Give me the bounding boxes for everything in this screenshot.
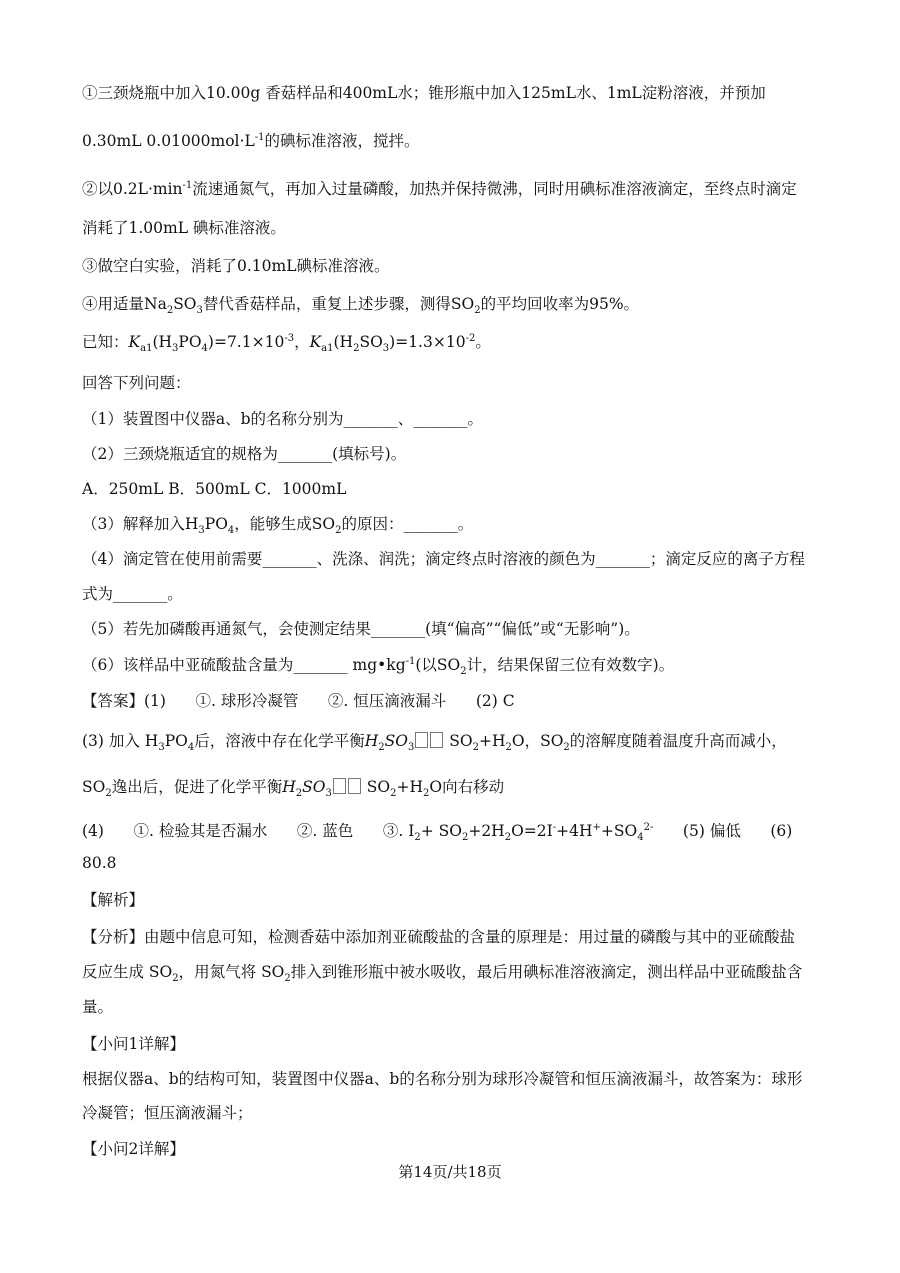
- analysis-line-1: 【分析】由题中信息可知，检测香菇中添加剂亚硫酸盐的含量的原理是：用过量的磷酸与其中的亚硫酸盐: [82, 928, 796, 946]
- analysis-line-2: 反应生成 $SO_2$，用氮气将 $SO_2$排入到锥形瓶中被水吸收，最后用碘标准溶液滴定，测出样品中亚硫酸盐含: [82, 963, 803, 985]
- answer-line-2: (3) 加入 $H_3PO_4$后，溶液中存在化学平衡$H_2SO_3$ $SO_2+H_2O$，$SO_2$的溶解度随着温度升高而减小，: [82, 732, 787, 754]
- subquestion-1-heading: 【小问1详解】: [82, 1035, 185, 1053]
- question-4-line-2: 式为_______。: [82, 585, 183, 603]
- step-1-line-1: ①三颈烧瓶中加入10.00g 香菇样品和400mL水；锥形瓶中加入125mL水、1mL淀粉溶液，并预加: [82, 84, 766, 102]
- equilibrium-arrow-icon: [430, 732, 443, 748]
- step-2-line-1: ②以$0.2L\cdot\min^{-1}$流速通氮气，再加入过量磷酸，加热并保持微沸，同时用碘标准溶液滴定，至终点时滴定: [82, 179, 797, 198]
- questions-intro: 回答下列问题：: [82, 374, 191, 392]
- question-2: （2）三颈烧瓶适宜的规格为_______(填标号)。: [82, 445, 407, 463]
- page-number: 第14页/共18页: [398, 1163, 502, 1181]
- question-1: （1）装置图中仪器a、b的名称分别为_______、_______。: [82, 410, 484, 428]
- step-2-line-2: 消耗了1.00mL 碘标准溶液。: [82, 219, 286, 237]
- analysis-heading: 【解析】: [82, 891, 145, 909]
- equilibrium-arrow-icon: [415, 732, 428, 748]
- answer-line-3: $SO_2$逸出后，促进了化学平衡$H_2SO_3$ $SO_2+H_2O$向右移动: [82, 778, 505, 800]
- question-3: （3）解释加入$H_3PO_4$，能够生成$SO_2$的原因：_______。: [82, 515, 474, 537]
- answer-line-5: 80.8: [82, 854, 117, 872]
- answer-line-1: 【答案】(1) ①. 球形冷凝管 ②. 恒压滴液漏斗 (2) C: [82, 692, 515, 710]
- subquestion-2-heading: 【小问2详解】: [82, 1140, 185, 1158]
- analysis-line-3: 量。: [82, 998, 114, 1016]
- question-4-line-1: （4）滴定管在使用前需要_______、洗涤、润洗；滴定终点时溶液的颜色为_______；滴定反应的离子方程: [82, 550, 805, 568]
- step-1-line-2: 0.30mL $0.01000mol\cdot L^{-1}$的碘标准溶液，搅拌。: [82, 131, 420, 150]
- step-4: ④用适量$Na_2SO_3$替代香菇样品，重复上述步骤，测得$SO_2$的平均回收率为95%。: [82, 295, 640, 317]
- question-5: （5）若先加磷酸再通氮气，会使测定结果_______(填“偏高”“偏低”或“无影响”)。: [82, 620, 640, 638]
- question-2-options: A．250mL B．500mL C．1000mL: [82, 480, 347, 498]
- answer-line-4: (4) ①. 检验其是否漏水 ②. 蓝色 ③. $I_2+ SO_2+2H_2O=2I^-+4H^++SO_4^{2-}$ (5) 偏低 (6): [82, 821, 793, 844]
- equilibrium-arrow-icon: [348, 778, 361, 794]
- equilibrium-arrow-icon: [333, 778, 346, 794]
- question-6: （6）该样品中亚硫酸盐含量为_______ $mg•kg^{-1}$(以$SO_2$计，结果保留三位有效数字)。: [82, 655, 675, 678]
- step-3: ③做空白实验，消耗了0.10mL碘标准溶液。: [82, 257, 390, 275]
- subquestion-1-text-2: 冷凝管；恒压滴液漏斗；: [82, 1104, 253, 1122]
- known-constants: 已知：$K_{a1}(H_3PO_4)=7.1\times 10^{-3}$，$K_{a1}(H_2SO_3)=1.3\times 10^{-2}$。: [82, 332, 491, 355]
- subquestion-1-text-1: 根据仪器a、b的结构可知，装置图中仪器a、b的名称分别为球形冷凝管和恒压滴液漏斗，故答案为：球形: [82, 1070, 803, 1088]
